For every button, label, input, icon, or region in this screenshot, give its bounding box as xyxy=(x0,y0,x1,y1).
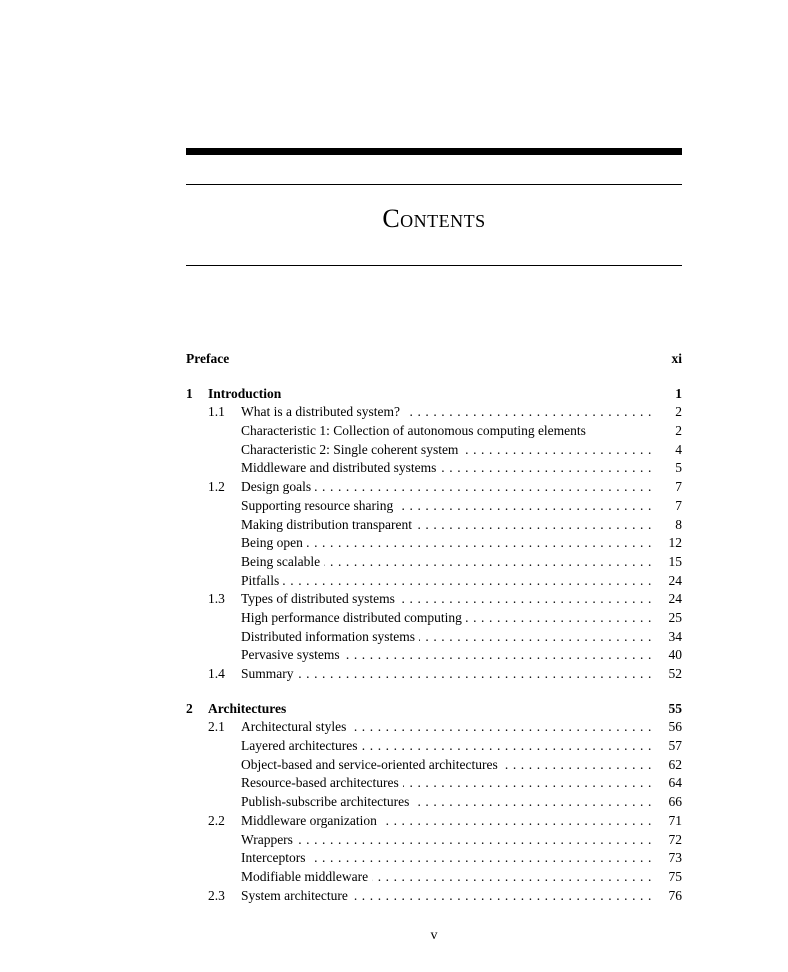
toc-entry-page: 55 xyxy=(668,700,682,716)
toc-entry-label: Being scalable xyxy=(241,554,324,569)
toc-entry-sec[interactable] xyxy=(186,812,682,831)
toc-entry-leader xyxy=(241,553,652,572)
title-top-rule xyxy=(186,184,682,185)
toc-entry-leader xyxy=(241,534,652,553)
toc-entry-label: Preface xyxy=(186,351,233,366)
toc-entry-sub[interactable] xyxy=(186,534,682,553)
toc-entry-page: 24 xyxy=(668,591,682,607)
toc-entry-page: 34 xyxy=(668,628,682,644)
toc-entry-number: 2.3 xyxy=(208,887,225,903)
toc-entry-sub[interactable] xyxy=(186,572,682,591)
toc-entry-page: 4 xyxy=(675,441,682,457)
toc-entry-sec[interactable] xyxy=(186,718,682,737)
toc-entry-label: Architectures xyxy=(208,701,290,716)
toc-entry-leader xyxy=(241,478,652,497)
toc-entry-label: Design goals xyxy=(241,479,315,494)
toc-entry-label: Middleware and distributed systems xyxy=(241,460,440,475)
toc-entry-leader xyxy=(241,774,652,793)
toc-entry-sub[interactable] xyxy=(186,774,682,793)
toc-entry-leader xyxy=(241,737,652,756)
toc-entry-label: Layered architectures xyxy=(241,738,362,753)
toc-entry-page: 15 xyxy=(668,553,682,569)
toc-entry-number: 2.1 xyxy=(208,719,225,735)
toc-entry-leader xyxy=(241,459,652,478)
toc-entry-page: 24 xyxy=(668,572,682,588)
toc-entry-label: Types of distributed systems xyxy=(241,591,399,606)
toc-entry-label: Wrappers xyxy=(241,832,297,847)
toc-entry-sub[interactable] xyxy=(186,459,682,478)
toc-entry-page: 75 xyxy=(668,868,682,884)
title-bottom-rule xyxy=(186,265,682,266)
toc-entry-sub[interactable] xyxy=(186,441,682,460)
toc-entry-leader xyxy=(241,590,652,609)
toc-entry-number: 1.1 xyxy=(208,404,225,420)
toc-entry-sub[interactable] xyxy=(186,553,682,572)
toc-entry-label: Resource-based architectures xyxy=(241,775,403,790)
toc-entry-label: Publish-subscribe architectures xyxy=(241,794,413,809)
toc-entry-label: Summary xyxy=(241,666,298,681)
toc-entry-number: 2 xyxy=(186,700,193,716)
toc-entry-page: 40 xyxy=(668,647,682,663)
toc-entry-leader xyxy=(241,609,652,628)
toc-entry-page: xi xyxy=(671,351,682,366)
toc-entry-leader xyxy=(241,516,652,535)
toc-entry-label: What is a distributed system? xyxy=(241,404,404,419)
toc-entry-leader xyxy=(241,665,652,684)
toc-entry-leader xyxy=(241,572,652,591)
toc-entry-label: Architectural styles xyxy=(241,719,350,734)
toc-entry-leader xyxy=(208,385,652,404)
toc-entry-leader xyxy=(241,887,652,906)
toc-entry-label: Modifiable middleware xyxy=(241,869,372,884)
toc-entry-sub[interactable] xyxy=(186,793,682,812)
toc-entry-label: Interceptors xyxy=(241,850,309,865)
toc-entry-page: 52 xyxy=(668,666,682,681)
page-number: v xyxy=(430,928,438,943)
toc-entry-leader xyxy=(208,700,652,719)
toc-entry-label: Making distribution transparent xyxy=(241,517,416,532)
toc-entry-leader xyxy=(241,718,652,737)
toc-entry-label: Being open xyxy=(241,535,307,550)
toc-entry-leader xyxy=(241,849,652,868)
toc-entry-page: 2 xyxy=(675,404,682,420)
toc-entry-chapter[interactable] xyxy=(186,385,682,404)
toc-entry-number: 1.2 xyxy=(208,479,225,495)
toc-entry-page: 7 xyxy=(675,479,682,495)
toc-entry-number: 1.3 xyxy=(208,591,225,607)
toc-entry-page: 62 xyxy=(668,756,682,772)
toc-entry-page: 1 xyxy=(675,385,682,401)
toc-entry-page: 5 xyxy=(675,460,682,476)
toc-entry-leader xyxy=(241,868,652,887)
toc-entry-sub[interactable] xyxy=(186,737,682,756)
toc-entry-page: 72 xyxy=(668,831,682,847)
toc-entry-label: High performance distributed computing xyxy=(241,610,466,625)
toc-entry-leader xyxy=(241,422,652,441)
top-thick-rule xyxy=(186,148,682,155)
toc-entry-chapter[interactable] xyxy=(186,700,682,719)
toc-entry-page: 71 xyxy=(668,812,682,828)
toc-entry-sec[interactable] xyxy=(186,590,682,609)
toc-entry-leader xyxy=(241,628,652,647)
toc-entry-page: 8 xyxy=(675,516,682,532)
toc-entry-leader xyxy=(241,831,652,850)
toc-entry-page: 2 xyxy=(675,423,682,439)
toc-entry-sec[interactable] xyxy=(186,887,682,906)
toc-entry-sec[interactable] xyxy=(186,403,682,422)
toc-entry-leader xyxy=(241,497,652,516)
toc-entry-label: Introduction xyxy=(208,386,285,401)
toc-entry-page: 25 xyxy=(668,609,682,625)
toc-entry-sub[interactable] xyxy=(186,868,682,887)
toc-entry-sub[interactable] xyxy=(186,422,682,441)
toc-entry-page: 56 xyxy=(668,719,682,735)
toc-entry-leader xyxy=(241,756,652,775)
toc-entry-label: Characteristic 1: Collection of autonomous computing elements xyxy=(241,423,590,438)
toc-entry-number: 2.2 xyxy=(208,812,225,828)
toc-entry-leader xyxy=(241,646,652,665)
toc-entry-label: Characteristic 2: Single coherent system xyxy=(241,442,462,457)
toc-entry-leader xyxy=(241,441,652,460)
toc-entry-sub[interactable] xyxy=(186,609,682,628)
toc-entry-label: Middleware organization xyxy=(241,813,381,828)
toc-entry-page: 66 xyxy=(668,794,682,810)
toc-entry-sec[interactable] xyxy=(186,665,682,684)
toc-entry-sub[interactable] xyxy=(186,497,682,516)
page-title: Contents xyxy=(382,204,486,233)
toc-entry-page: 12 xyxy=(668,535,682,551)
toc-entry-page: 57 xyxy=(668,738,682,754)
toc-entry-preface[interactable] xyxy=(186,350,682,369)
toc-entry-sub[interactable] xyxy=(186,628,682,647)
toc-entry-number: 1 xyxy=(186,385,193,401)
toc-entry-number: 1.4 xyxy=(208,666,225,681)
toc-entry-label: Pitfalls xyxy=(241,573,283,588)
toc-entry-sub[interactable] xyxy=(186,831,682,850)
table-of-contents xyxy=(186,350,682,905)
toc-entry-leader xyxy=(241,403,652,422)
toc-entry-page: 7 xyxy=(675,497,682,513)
toc-entry-sub[interactable] xyxy=(186,646,682,665)
toc-entry-sub[interactable] xyxy=(186,849,682,868)
toc-entry-label: System architecture xyxy=(241,888,352,903)
toc-entry-sub[interactable] xyxy=(186,516,682,535)
toc-entry-sub[interactable] xyxy=(186,756,682,775)
toc-entry-label: Supporting resource sharing xyxy=(241,498,397,513)
toc-entry-sec[interactable] xyxy=(186,478,682,497)
toc-entry-label: Distributed information systems xyxy=(241,629,419,644)
toc-entry-page: 64 xyxy=(668,775,682,791)
toc-entry-page: 76 xyxy=(668,887,682,903)
toc-entry-page: 73 xyxy=(668,850,682,866)
toc-entry-label: Pervasive systems xyxy=(241,647,344,662)
toc-entry-leader xyxy=(241,812,652,831)
toc-entry-leader xyxy=(241,793,652,812)
toc-entry-label: Object-based and service-oriented architectures xyxy=(241,757,502,772)
